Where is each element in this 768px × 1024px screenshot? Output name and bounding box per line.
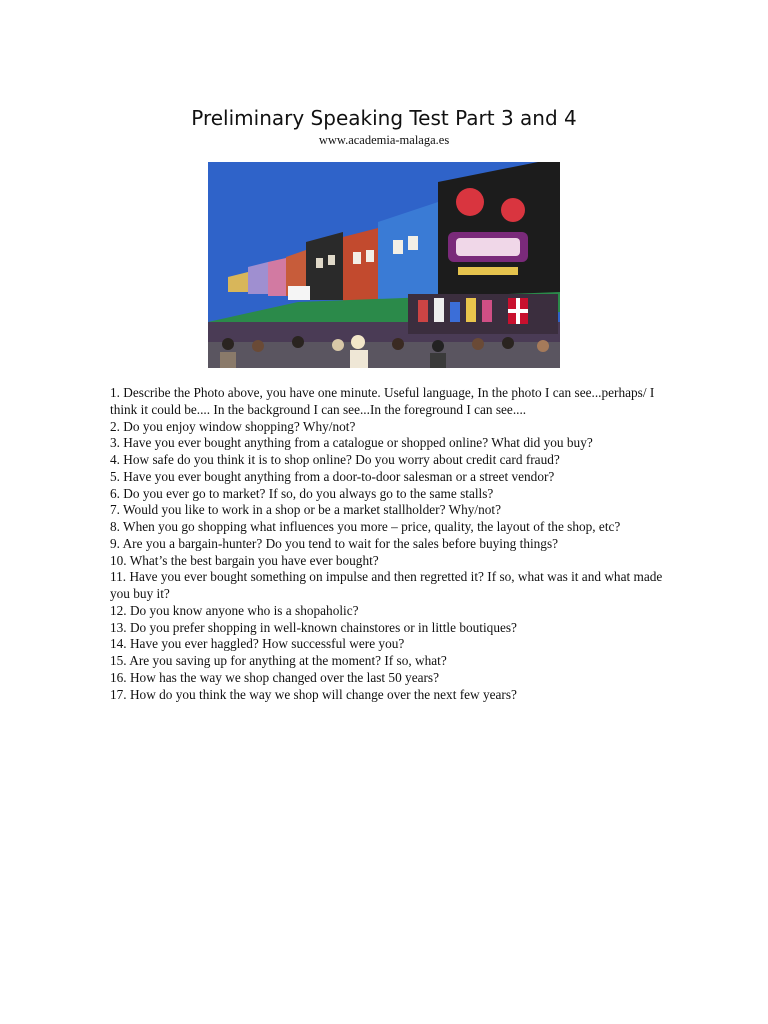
market-street-photo (208, 162, 560, 368)
question-17: 17. How do you think the way we shop will change over the next few years? (110, 686, 517, 702)
question-15: 15. Are you saving up for anything at the moment? If so, what? (110, 653, 447, 668)
question-12: 12. Do you know anyone who is a shopaholic? (110, 602, 359, 618)
page-title: Preliminary Speaking Test Part 3 and 4 (191, 106, 577, 130)
question-2: 2. Do you enjoy window shopping? Why/not? (110, 418, 356, 434)
question-3: 3. Have you ever bought anything from a catalogue or shopped online? What did you buy? (110, 435, 593, 451)
question-5: 5. Have you ever bought anything from a door-to-door salesman or a street vendor? (110, 468, 555, 484)
question-1: 1. Describe the Photo above, you have one minute. Useful language, In the photo I can see...perhaps/ I think it could be.... In the background I can see...In the foreground I can see.... (110, 385, 655, 417)
question-8: 8. When you go shopping what influences you more – price, quality, the layout of the shop, etc? (110, 519, 621, 534)
question-13: 13. Do you prefer shopping in well-known chainstores or in little boutiques? (110, 619, 517, 635)
question-4: 4. How safe do you think it is to shop online? Do you worry about credit card fraud? (110, 452, 560, 467)
question-14: 14. Have you ever haggled? How successful were you? (110, 636, 405, 652)
question-6: 6. Do you ever go to market? If so, do you always go to the same stalls? (110, 485, 494, 501)
question-7: 7. Would you like to work in a shop or be a market stallholder? Why/not? (110, 502, 501, 518)
question-9: 9. Are you a bargain-hunter? Do you tend to wait for the sales before buying things? (110, 535, 559, 551)
question-16: 16. How has the way we shop changed over the last 50 years? (110, 669, 440, 685)
question-list (110, 385, 670, 703)
question-11: 11. Have you ever bought something on impulse and then regretted it? If so, what was it and what made you buy it? (110, 569, 663, 601)
question-10: 10. What’s the best bargain you have ever bought? (110, 552, 379, 568)
website-url: www.academia-malaga.es (318, 133, 450, 147)
